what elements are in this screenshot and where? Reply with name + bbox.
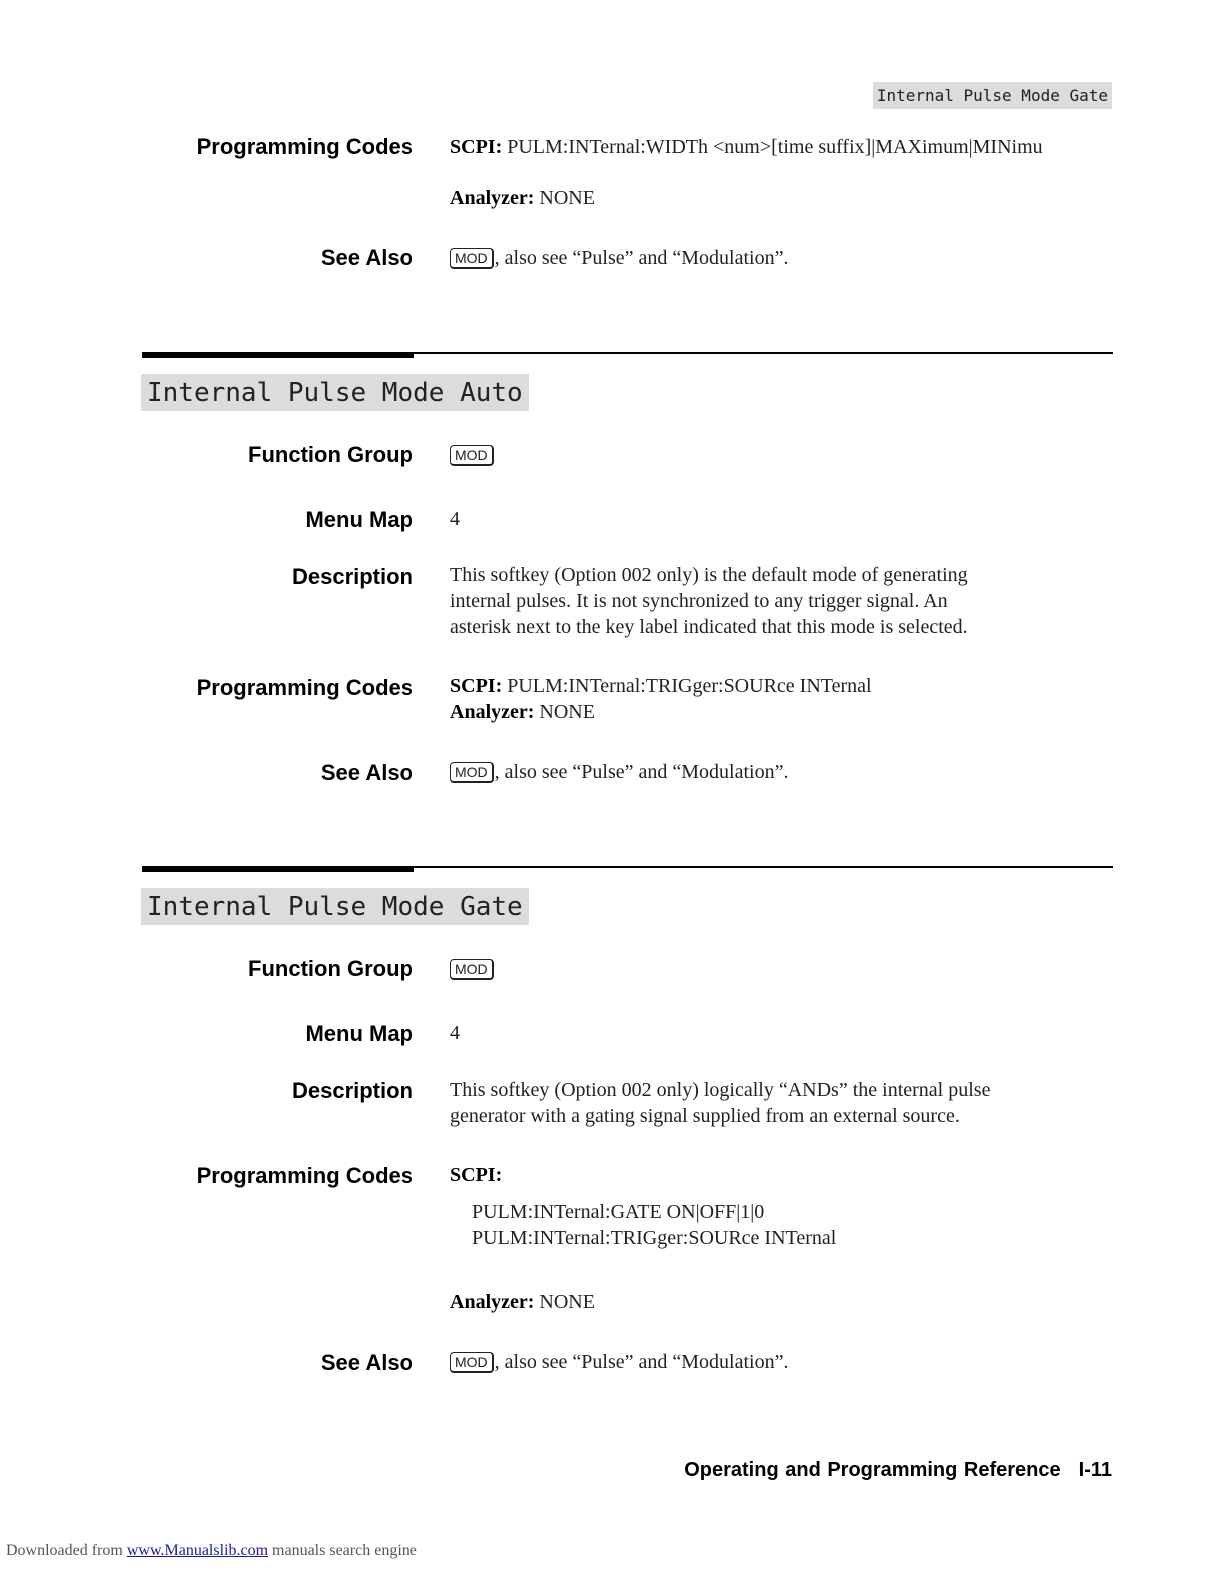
footer-page-number: I-11 — [1078, 1459, 1112, 1481]
section-divider-thin — [414, 352, 1113, 354]
menu-map-value: 4 — [450, 1022, 460, 1044]
programming-codes-label: Programming Codes — [196, 134, 413, 159]
mod-key-icon: MOD — [450, 248, 494, 269]
scpi-command: PULM:INTernal:WIDTh <num>[time suffix]|MAXimum|MINimu — [507, 136, 1043, 158]
section-divider-thick — [142, 352, 414, 358]
mod-key-icon: MOD — [450, 445, 494, 466]
function-group-value — [450, 956, 1140, 982]
section-title: Internal Pulse Mode Auto — [141, 374, 529, 411]
running-header-title: Internal Pulse Mode Gate — [873, 82, 1112, 109]
footer-section-name: Operating and Programming Reference — [684, 1459, 1061, 1481]
analyzer-prefix: Analyzer: — [450, 1291, 535, 1313]
see-also-line — [450, 1349, 1140, 1375]
description-line: This softkey (Option 002 only) is the default mode of generating — [450, 564, 968, 586]
scpi-command-list — [450, 1199, 1162, 1251]
menu-map-value: 4 — [450, 508, 460, 530]
programming-codes-label: Programming Codes — [196, 1163, 413, 1188]
analyzer-line — [450, 1289, 1140, 1315]
description-label: Description — [291, 564, 413, 589]
see-also-text: , also see “Pulse” and “Modulation”. — [494, 761, 789, 783]
mod-key-icon: MOD — [450, 1352, 494, 1373]
analyzer-line — [450, 185, 1140, 211]
section-title: Internal Pulse Mode Gate — [141, 888, 529, 925]
function-group-label: Function Group — [248, 442, 413, 467]
scpi-line — [450, 1162, 1140, 1188]
description-line: internal pulses. It is not synchronized to any trigger signal. An — [450, 590, 948, 612]
analyzer-prefix: Analyzer: — [450, 701, 535, 723]
description-text — [450, 1077, 1140, 1129]
scpi-command: PULM:INTernal:GATE ON|OFF|1|0 — [472, 1201, 765, 1223]
mod-key-icon: MOD — [450, 959, 494, 980]
scpi-prefix: SCPI: — [450, 136, 503, 158]
section-divider-thin — [414, 866, 1113, 868]
analyzer-prefix: Analyzer: — [450, 187, 535, 209]
scpi-prefix: SCPI: — [450, 675, 503, 697]
download-prefix: Downloaded from — [6, 1542, 123, 1559]
menu-map-label: Menu Map — [305, 507, 413, 532]
menu-map-label: Menu Map — [305, 1021, 413, 1046]
manualslib-link[interactable]: www.Manualslib.com — [126, 1542, 269, 1559]
see-also-label: See Also — [320, 245, 413, 270]
scpi-line — [450, 673, 1140, 699]
description-text — [450, 562, 1140, 640]
see-also-line — [450, 245, 1140, 271]
description-line: generator with a gating signal supplied from an external source. — [450, 1105, 960, 1127]
scpi-line — [450, 134, 1140, 160]
programming-codes-label: Programming Codes — [196, 675, 413, 700]
description-line: This softkey (Option 002 only) logically “ANDs” the internal pulse — [450, 1079, 991, 1101]
see-also-text: , also see “Pulse” and “Modulation”. — [494, 1351, 789, 1373]
see-also-line — [450, 759, 1140, 785]
scpi-command: PULM:INTernal:TRIGger:SOURce INTernal — [507, 675, 872, 697]
page-footer — [684, 1459, 1112, 1482]
see-also-text: , also see “Pulse” and “Modulation”. — [494, 247, 789, 269]
section-divider-thick — [142, 866, 414, 872]
analyzer-line — [450, 699, 1140, 725]
analyzer-value: NONE — [539, 187, 595, 209]
function-group-value — [450, 442, 1140, 468]
scpi-command: PULM:INTernal:TRIGger:SOURce INTernal — [472, 1227, 837, 1249]
analyzer-value: NONE — [539, 1291, 595, 1313]
download-suffix: manuals search engine — [272, 1542, 417, 1559]
function-group-label: Function Group — [248, 956, 413, 981]
see-also-label: See Also — [320, 760, 413, 785]
analyzer-value: NONE — [539, 701, 595, 723]
download-note — [6, 1542, 417, 1560]
description-label: Description — [291, 1078, 413, 1103]
scpi-prefix: SCPI: — [450, 1164, 503, 1186]
mod-key-icon: MOD — [450, 762, 494, 783]
see-also-label: See Also — [320, 1350, 413, 1375]
description-line: asterisk next to the key label indicated that this mode is selected. — [450, 616, 968, 638]
